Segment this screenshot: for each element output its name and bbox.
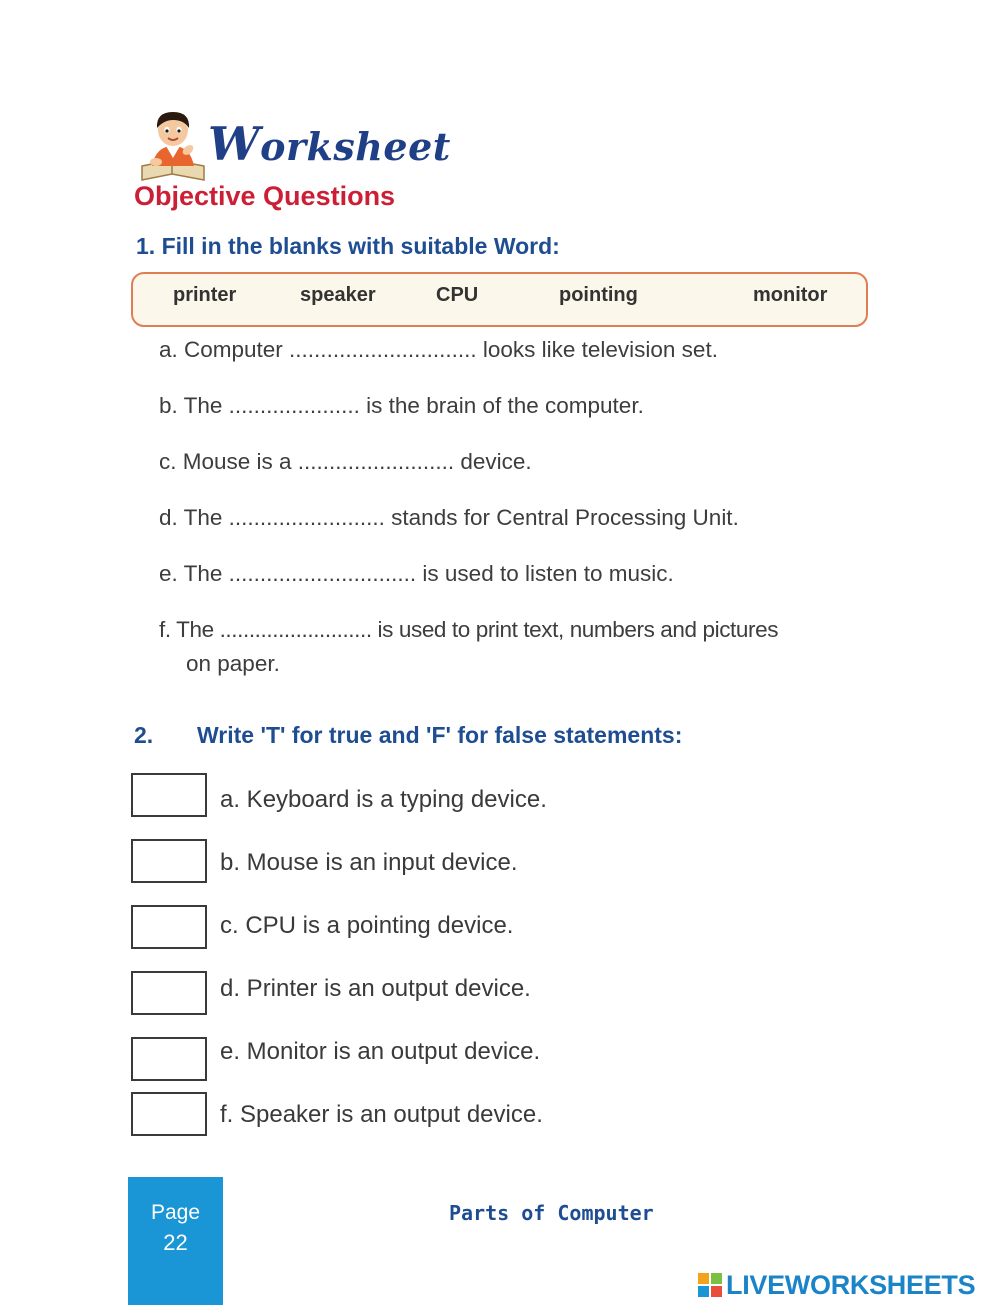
statement-d: d. Printer is an output device.: [220, 975, 531, 1002]
statement-b: b. Mouse is an input device.: [220, 849, 518, 876]
page-label: Page: [150, 1201, 201, 1224]
statement-e: e. Monitor is an output device.: [220, 1038, 541, 1065]
answer-box-d[interactable]: [131, 971, 207, 1015]
statement-a: a. Keyboard is a typing device.: [220, 786, 547, 813]
answer-box-c[interactable]: [131, 905, 207, 949]
answer-box-e[interactable]: [131, 1037, 207, 1081]
page-number-box: [128, 1177, 223, 1305]
fill-blank-item-d: d. The ......................... stands for Central Processing Unit.: [159, 505, 739, 530]
worksheet-title: [208, 117, 451, 171]
fill-blank-item-f: f. The .......................... is used to print text, numbers and pictures: [159, 617, 779, 642]
liveworksheets-brand-text: LIVEWORKSHEETS: [726, 1269, 976, 1300]
boy-mascot-icon: [138, 108, 208, 184]
liveworksheets-logo-icon: [698, 1273, 722, 1297]
q1-heading: 1. Fill in the blanks with suitable Word:: [136, 233, 560, 259]
statement-c: c. CPU is a pointing device.: [220, 912, 514, 939]
q2-number: 2.: [134, 722, 154, 748]
worksheet-title-initial: W: [208, 117, 261, 171]
footer-chapter-title: Parts of Computer: [449, 1201, 654, 1225]
word-bank-item: printer: [173, 284, 237, 306]
fill-blank-item-f-continued: on paper.: [186, 651, 280, 676]
fill-blank-item-b: b. The ..................... is the brain of the computer.: [159, 393, 644, 418]
word-bank-item: pointing: [559, 284, 638, 306]
objective-questions-heading: Objective Questions: [134, 181, 396, 211]
answer-box-f[interactable]: [131, 1092, 207, 1136]
fill-blank-item-c: c. Mouse is a ......................... device.: [159, 449, 532, 474]
answer-box-a[interactable]: [131, 773, 207, 817]
word-bank-item: speaker: [300, 284, 376, 306]
answer-box-b[interactable]: [131, 839, 207, 883]
word-bank-item: monitor: [753, 284, 828, 306]
statement-f: f. Speaker is an output device.: [220, 1101, 543, 1128]
liveworksheets-logo: [698, 1270, 975, 1300]
worksheet-title-rest: orksheet: [260, 124, 451, 169]
page-number: 22: [163, 1230, 188, 1255]
word-bank-item: CPU: [436, 284, 479, 306]
fill-blank-item-a: a. Computer .............................. looks like television set.: [159, 337, 718, 362]
q2-heading: Write 'T' for true and 'F' for false statements:: [197, 722, 683, 748]
fill-blank-item-e: e. The .............................. is used to listen to music.: [159, 561, 674, 586]
